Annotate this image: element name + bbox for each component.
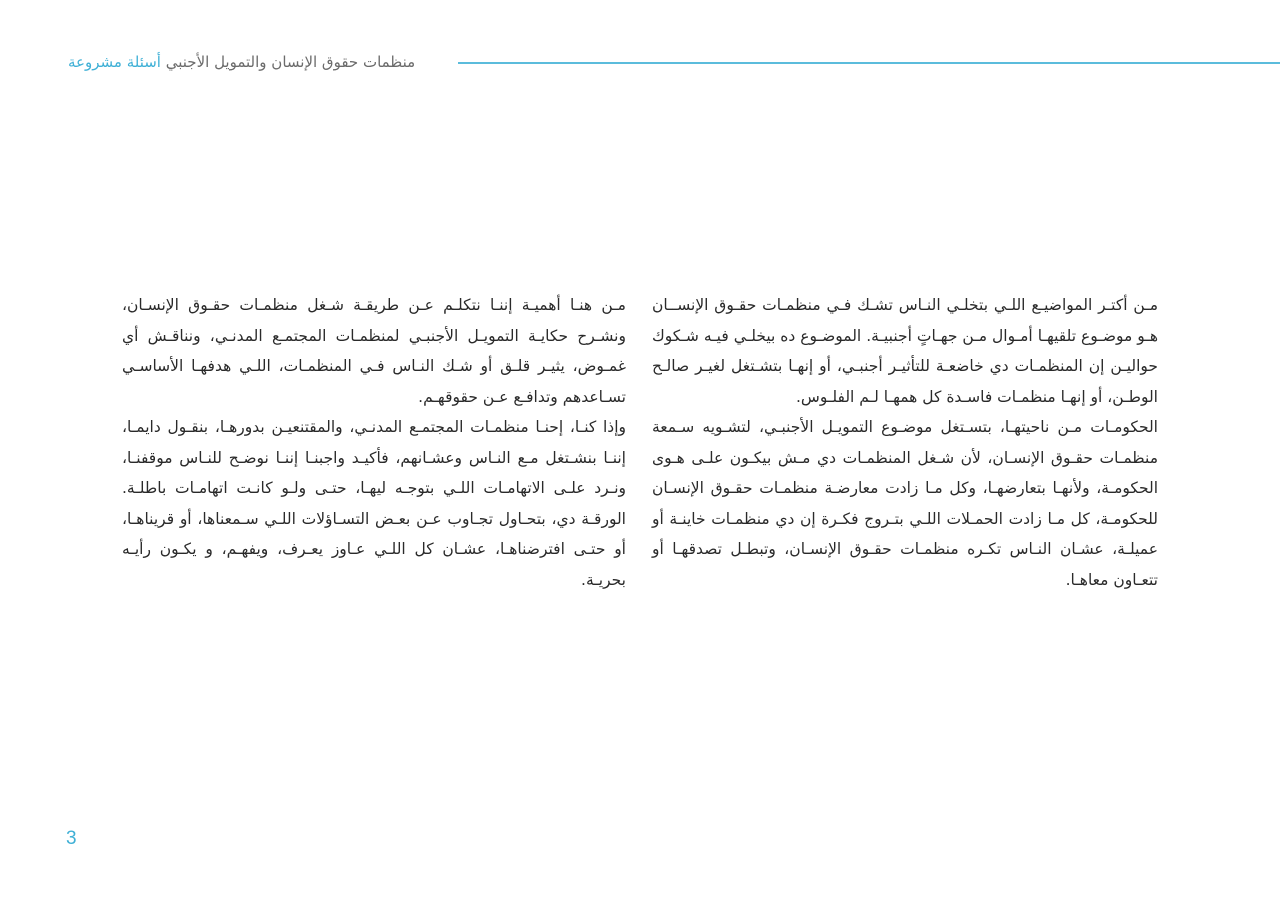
page-number: 3 <box>66 828 77 849</box>
header-rule <box>458 62 1280 64</box>
header-title <box>68 50 448 74</box>
paragraph: الحكومـات مـن ناحيتهـا، بتسـتغل موضـوع التمويـل الأجنبـي، لتشـويه سـمعة منظمـات حقـوق الإنسـان، لأن شـغل المنظمـات دي مـش بيكـون علـى هـوى الحكومـة، ولأنهـا بتعارضهـا، وكل مـا زادت معارضـة منظمـات حقـوق الإنسـان للحكومـة، كل مـا زادت الحمـلات اللـي بتـروج فكـرة إن دي منظمـات خاينـة أو عميلـة، عشـان النـاس تكـره منظمـات حقـوق الإنسـان، وتبطـل تصدقهـا أو تتعـاون معاهـا. <box>652 418 1158 589</box>
header-title-accent: أسئلة مشروعة <box>68 53 161 71</box>
text-column-right <box>652 290 1158 595</box>
running-header <box>68 50 1280 74</box>
header-title-main: منظمات حقوق الإنسان والتمويل الأجنبي <box>165 53 416 71</box>
paragraph: مـن هنـا أهميـة إننـا نتكلـم عـن طريقـة شـغل منظمـات حقـوق الإنسـان، ونشـرح حكايـة التمويـل الأجنبـي لمنظمـات المجتمـع المدنـي، ونناقـش أي غمـوض، يثيـر قلـق أو شـك النـاس فـي المنظمـات، اللـي هدفهـا الأساسـي تسـاعدهم وتدافـع عـن حقوقهـم. <box>122 296 626 406</box>
paragraph: مـن أكتـر المواضيـع اللـي بتخلـي النـاس تشـك فـي منظمـات حقـوق الإنســان هـو موضـوع تلقيهـا أمـوال مـن جهـاتٍ أجنبيـة. الموضـوع ده بيخلـي فيـه شـكوك حواليـن إن المنظمـات دي خاضعـة للتأثيـر أجنبـي، أو إنهـا بتشـتغل لغيـر صالـح الوطـن، أو إنهـا منظمـات فاسـدة كل همهـا لـم الفلـوس. <box>652 296 1158 406</box>
paragraph: وإذا كنـا، إحنـا منظمـات المجتمـع المدنـي، والمقتنعيـن بدورهـا، بنقـول دايمـا، إننـا بنشـتغل مـع النـاس وعشـانهم، فأكيـد واجبنـا إننـا نوضـح للنـاس موقفنـا، ونـرد علـى الاتهامـات اللـي بتوجـه ليهـا، حتـى ولـو كانـت اتهامـات باطلـة. الورقـة دي، بتحـاول تجـاوب عـن بعـض التسـاؤلات اللـي سـمعناها، أو قريناهـا، أو حتـى افترضناهـا، عشـان كل اللـي عـاوز يعـرف، ويفهـم، و يكـون رأيـه بحريـة. <box>122 418 626 589</box>
text-column-left <box>122 290 626 595</box>
